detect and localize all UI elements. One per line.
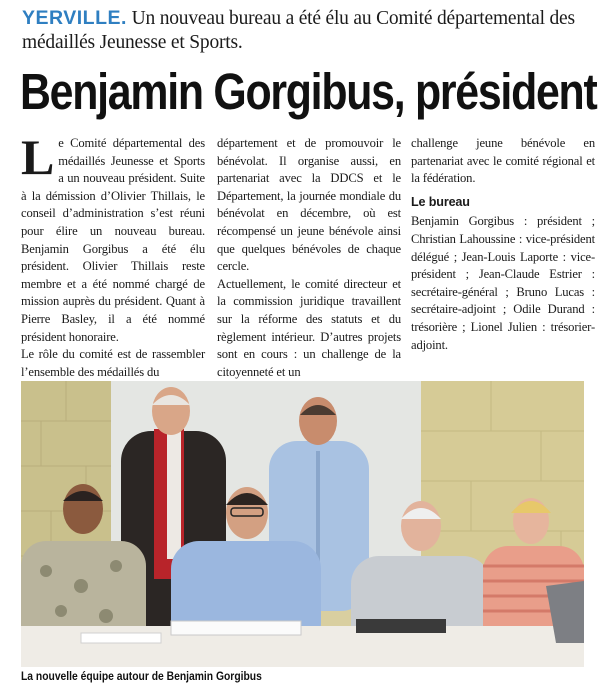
bureau-subhead: Le bureau [411, 194, 470, 209]
headline: Benjamin Gorgibus, président [20, 63, 597, 120]
photo-caption: La nouvelle équipe autour de Benjamin Gorgibus [21, 669, 262, 683]
paragraph: Le rôle du comité est de rassembler l’ensemble des médaillés du [21, 347, 205, 379]
article-column-3 [411, 135, 595, 354]
paragraph: département et de promouvoir le bénévolat. Il organise aussi, en partenariat avec la DDCS et le Département, la journée mondiale du bénévolat en décembre, où est récompensé un jeune bénévole ainsi que quelques bénévoles de chaque cercle. [217, 136, 401, 274]
group-photo-illustration [21, 381, 584, 667]
town-name: YERVILLE. [22, 7, 127, 29]
article-column-2 [217, 135, 401, 381]
kicker-text: Un nouveau bureau a été élu au Comité départemental des médaillés Jeunesse et Sports. [22, 8, 575, 53]
paragraph-text: e Comité départemental des médaillés Jeunesse et Sports a un nouveau président. Suite à la démission d’Olivier Thillais, le conseil d’administration s’est réuni pour élire un nouveau bureau. Benjamin Gorgibus a été élu président. Olivier Thillais reste membre et a été nommé chargé de mission auprès du président. Quant à Pierre Basley, il a été nommé président honoraire. [21, 136, 205, 344]
kicker [22, 6, 594, 55]
paragraph: challenge jeune bénévole en partenariat avec le comité régional et la fédération. [411, 136, 595, 186]
article-column-1 [21, 129, 205, 381]
paragraph: Actuellement, le comité directeur et la commission juridique travaillent sur la réforme des statuts et du règlement intérieur. D’autres projets sont en cours : un challenge de la citoyenneté et un [217, 276, 401, 379]
group-photo [21, 381, 584, 667]
paragraph [21, 129, 205, 346]
dropcap: L [21, 129, 55, 185]
bureau-list: Benjamin Gorgibus : président ; Christian Lahoussine : vice-président délégué ; Jean-Louis Laporte : vice-président ; Jean-Claude Estrier : secrétaire-général ; Bruno Lucas : secrétaire-adjoint ; Odile Durand : trésorière ; Lionel Julien : trésorier-adjoint. [411, 214, 595, 352]
